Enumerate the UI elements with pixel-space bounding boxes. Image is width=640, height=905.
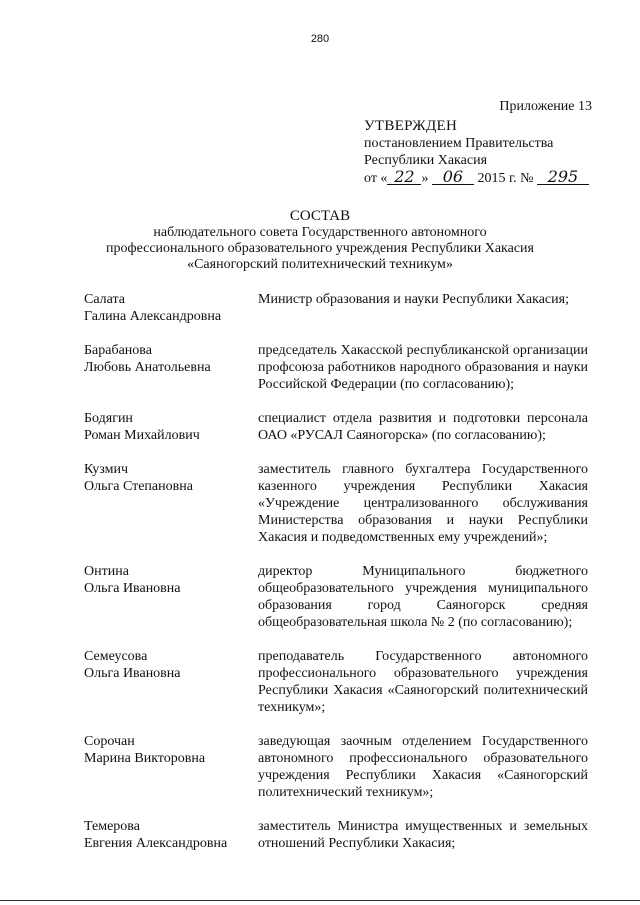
member-name xyxy=(84,818,258,852)
member-role: заместитель главного бухгалтера Государственного казенного учреждения Республики Хакасия «Учреждение централизованного обслуживания Министерства образования и науки Республики Хакасия и подведомственных ему учреждений»; xyxy=(258,462,588,545)
member-role: Министр образования и науки Республики Хакасия; xyxy=(258,292,569,307)
member-name xyxy=(84,733,258,801)
member-given-name: Марина Викторовна xyxy=(84,751,206,766)
title-line-3: «Саяногорский политехнический техникум» xyxy=(187,257,453,272)
member-role: директор Муниципального бюджетного общеобразовательного учреждения муниципального образования город Саяногорск средняя общеобразовательная школа № 2 (по согласованию); xyxy=(258,564,588,630)
page-number: 280 xyxy=(310,33,330,45)
member-surname: Семеусова xyxy=(84,649,148,664)
resolution-number: 295 xyxy=(537,169,589,185)
member-given-name: Роман Михайлович xyxy=(84,428,200,443)
member-surname: Бодягин xyxy=(84,411,133,426)
approval-block xyxy=(364,118,589,187)
scan-edge-divider xyxy=(0,900,640,901)
approval-heading: УТВЕРЖДЕН xyxy=(364,118,458,134)
member-surname: Кузмич xyxy=(84,462,129,477)
member-name xyxy=(84,563,258,631)
member-given-name: Любовь Анатольевна xyxy=(84,360,211,375)
member-row xyxy=(84,461,588,546)
member-given-name: Ольга Степановна xyxy=(84,479,193,494)
members-list xyxy=(84,291,588,869)
appendix-label: Приложение 13 xyxy=(499,99,592,114)
title-line-2: профессионального образовательного учреждения Республики Хакасия xyxy=(106,241,534,256)
date-suffix: 2015 г. № xyxy=(473,171,537,186)
member-surname: Салата xyxy=(84,292,126,307)
member-name xyxy=(84,648,258,716)
member-given-name: Ольга Ивановна xyxy=(84,581,181,596)
date-day: 22 xyxy=(387,169,421,185)
member-name xyxy=(84,461,258,546)
member-row xyxy=(84,291,588,325)
member-row xyxy=(84,733,588,801)
member-given-name: Галина Александровна xyxy=(84,309,222,324)
member-role: специалист отдела развития и подготовки персонала ОАО «РУСАЛ Саяногорска» (по согласованию); xyxy=(258,411,588,443)
member-row xyxy=(84,342,588,393)
member-row xyxy=(84,410,588,444)
member-given-name: Евгения Александровна xyxy=(84,836,228,851)
member-surname: Онтина xyxy=(84,564,129,579)
date-prefix: от « xyxy=(364,171,388,186)
member-name xyxy=(84,291,258,325)
member-given-name: Ольга Ивановна xyxy=(84,666,181,681)
approval-line-1: постановлением Правительства xyxy=(364,136,554,151)
member-row xyxy=(84,818,588,852)
title-line-1: наблюдательного совета Государственного автономного xyxy=(153,225,487,240)
member-name xyxy=(84,342,258,393)
member-row xyxy=(84,648,588,716)
member-name xyxy=(84,410,258,444)
date-mid: » xyxy=(421,171,432,186)
member-role: заместитель Министра имущественных и земельных отношений Республики Хакасия; xyxy=(258,819,588,851)
member-role: преподаватель Государственного автономного профессионального образовательного учреждения Республики Хакасия «Саяногорский политехнический техникум»; xyxy=(258,649,588,715)
document-title: СОСТАВ xyxy=(289,208,351,224)
title-block xyxy=(0,208,640,273)
date-month: 06 xyxy=(432,169,474,185)
member-role: заведующая заочным отделением Государственного автономного профессионального образовательного учреждения Республики Хакасия «Саяногорский политехнический техникум»; xyxy=(258,734,588,800)
approval-date-line xyxy=(364,169,589,187)
member-surname: Сорочан xyxy=(84,734,135,749)
approval-line-2: Республики Хакасия xyxy=(364,153,488,168)
member-row xyxy=(84,563,588,631)
member-surname: Барабанова xyxy=(84,343,152,358)
member-surname: Темерова xyxy=(84,819,140,834)
member-role: председатель Хакасской республиканской организации профсоюза работников народного образования и науки Российской Федерации (по согласованию); xyxy=(258,343,588,392)
